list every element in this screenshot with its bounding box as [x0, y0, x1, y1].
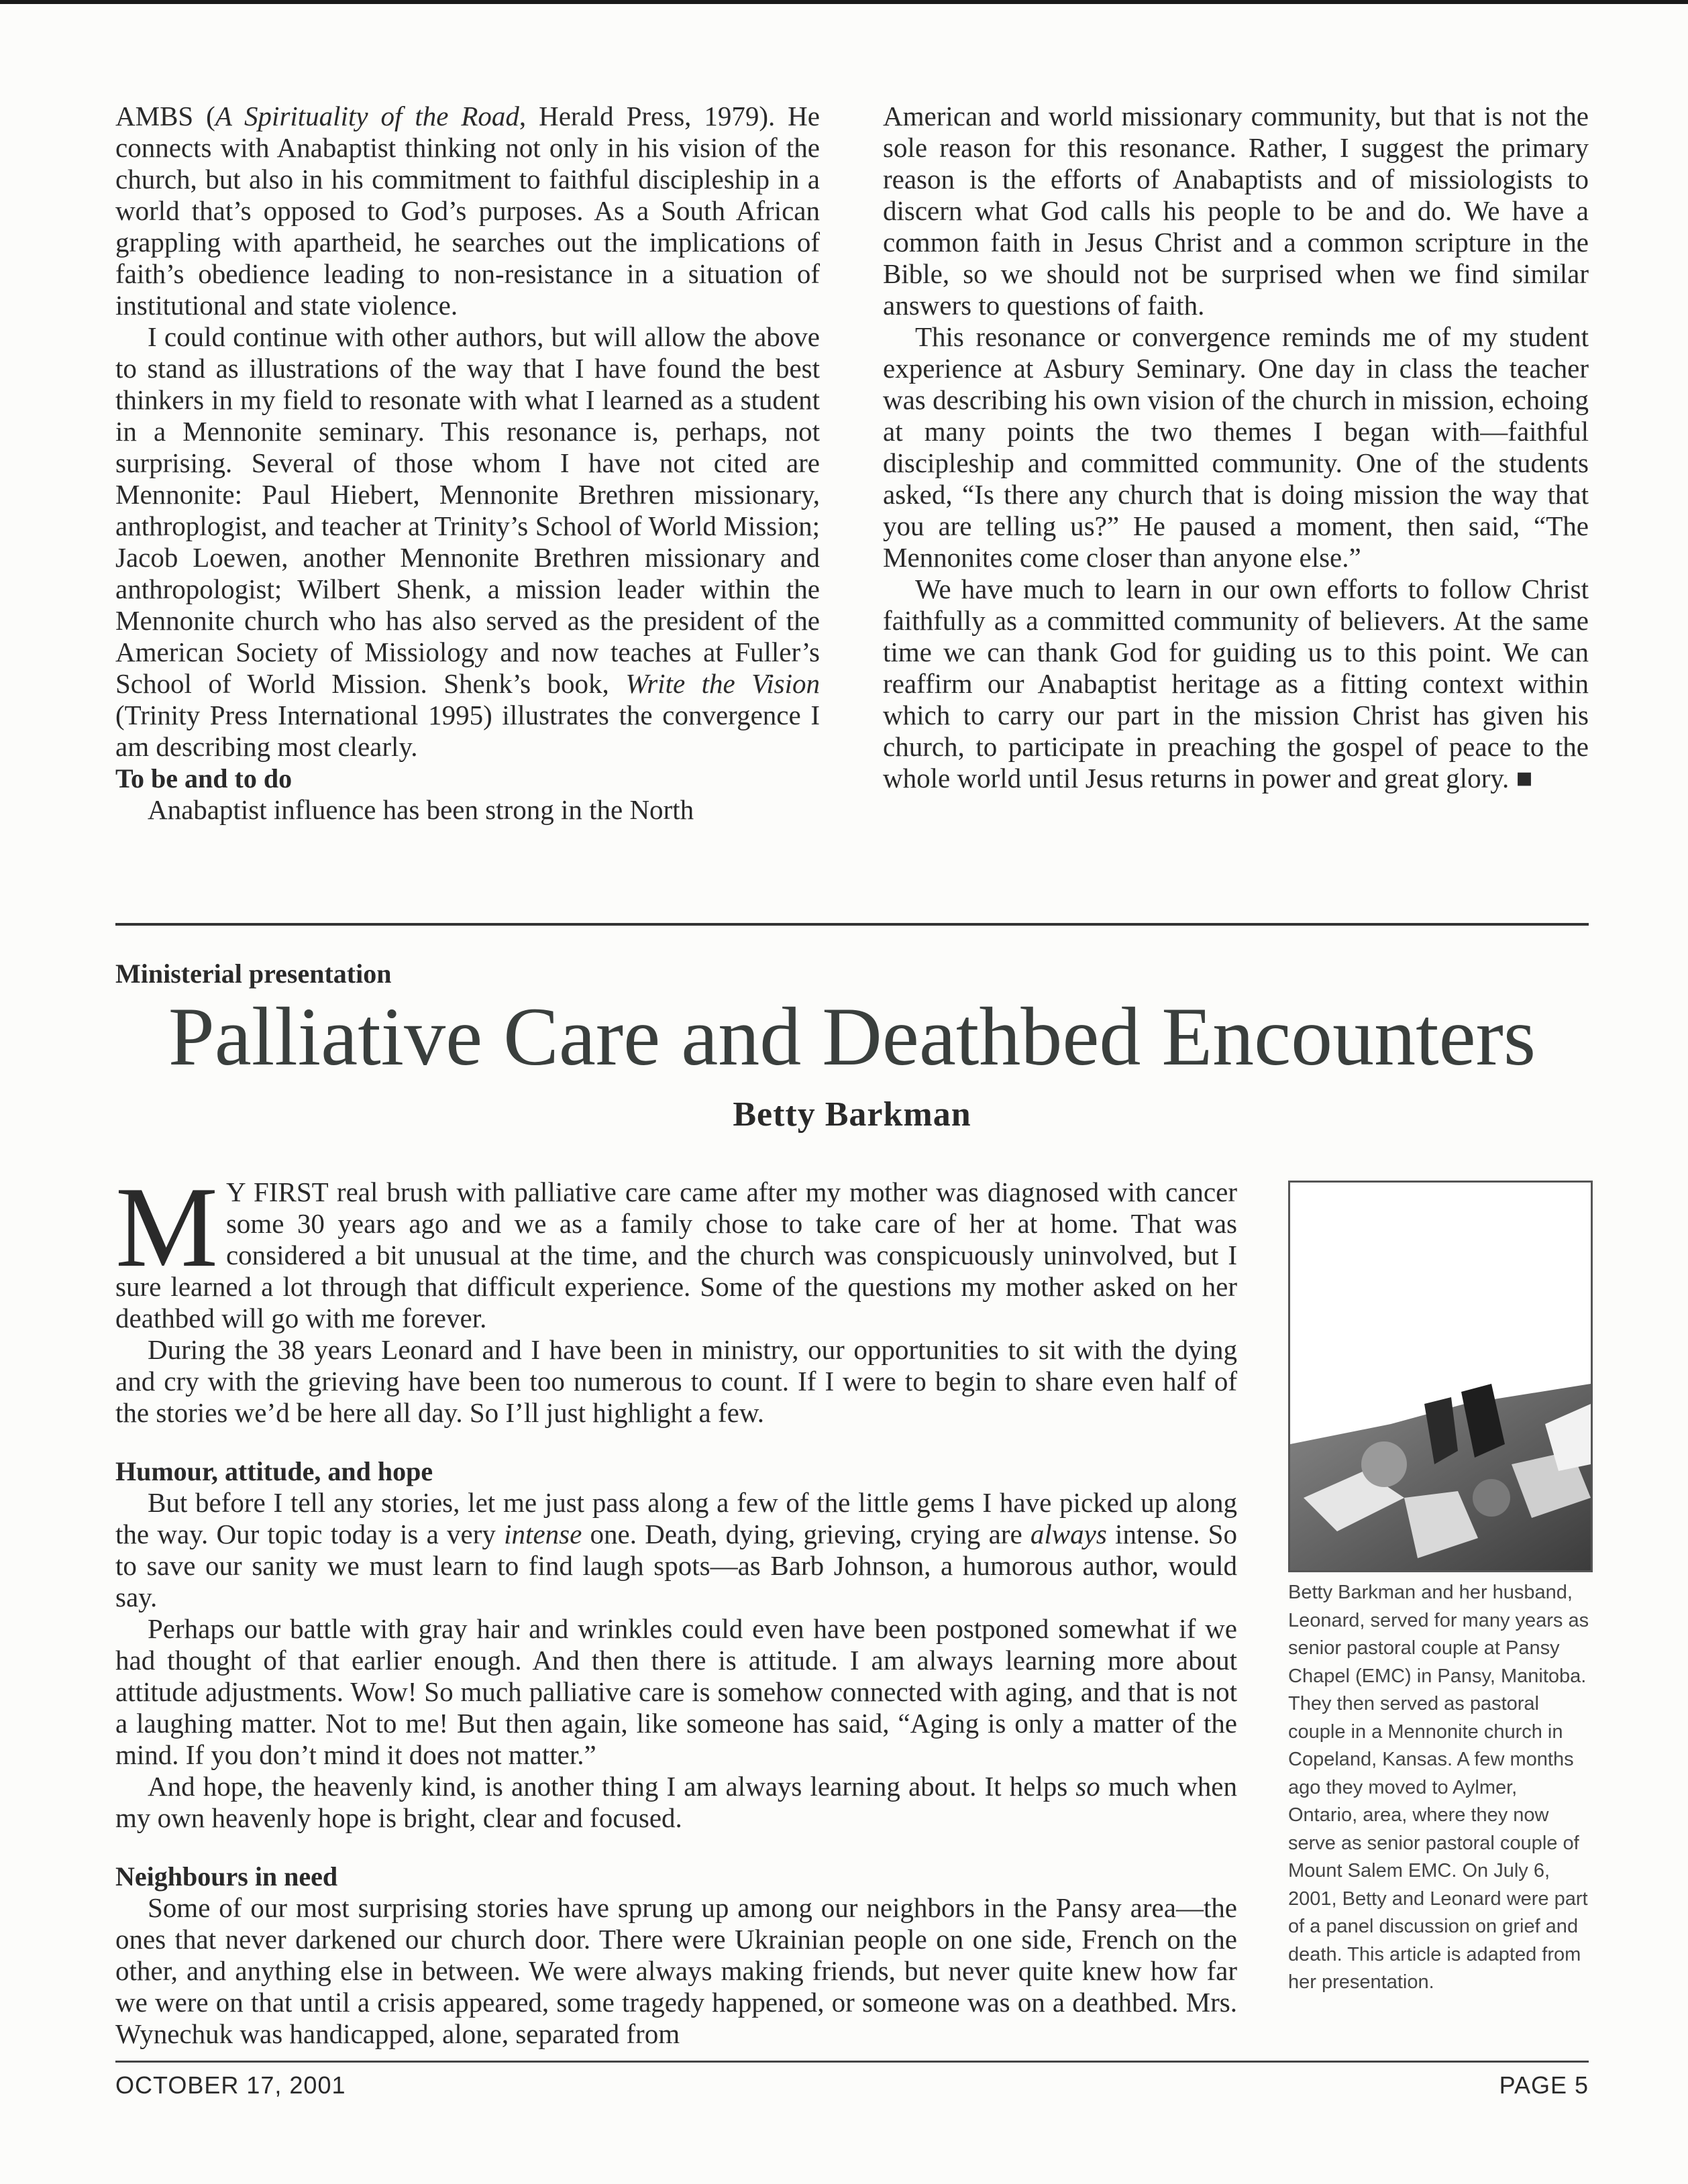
footer-page-number: PAGE 5	[1499, 2071, 1589, 2099]
section-heading: To be and to do	[115, 763, 293, 794]
continued-article-right-column	[883, 101, 1589, 794]
book-title: A Spirituality of the Road	[215, 101, 519, 131]
paragraph: M Y FIRST real brush with palliative care came after my mother was diagnosed with cancer some 30 years ago and we as a family chose to take care of her at home. That was considered a bit unusual at the time, and the church was conspicuously uninvolved, but I sure learned a lot through that difficult experience. Some of the questions my mother asked on her deathbed will go with me forever.	[115, 1164, 1237, 1333]
paragraph: But before I tell any stories, let me just pass along a few of the little gems I have picked up along the way. Our topic today is a very intense one. Death, dying, grieving, crying are always intense. So to save our sanity we must learn to find laugh spots—as Barb Johnson, a humorous author, would say.	[115, 1487, 1237, 1613]
paragraph: This resonance or convergence reminds me of my student experience at Asbury Seminary. One day in class the teacher was describing his own vision of the church in mission, echoing at many points the two themes I began with—faithful discipleship and committed community. One of the students asked, “Is there any church that is doing mission the way that you are telling us?” He paused a moment, then said, “The Mennonites come closer than anyone else.”	[883, 321, 1589, 573]
footer-date: OCTOBER 17, 2001	[115, 2071, 346, 2099]
section-divider	[115, 923, 1589, 926]
footer-rule	[115, 2061, 1589, 2063]
paragraph: We have much to learn in our own efforts to follow Christ faithfully as a committed community of believers. At the same time we can thank God for guiding us to this point. We can reaffirm our Anabaptist heritage as a fitting context within which to carry our part in the mission Christ has given his church, to participate in preaching the gospel of peace to the whole world until Jesus returns in power and great glory. ■	[883, 574, 1589, 794]
paragraph: Perhaps our battle with gray hair and wrinkles could even have been postponed somewhat if we had thought of that earlier enough. And then there is attitude. I am always learning more about attitude adjustments. Wow! So much palliative care is somehow connected with aging, and that is not a laughing matter. Not to me! But then again, like someone has said, “Aging is only a matter of the mind. If you don’t mind it does not matter.”	[115, 1613, 1237, 1770]
paragraph: During the 38 years Leonard and I have been in ministry, our opportunities to sit with the dying and cry with the grieving have been too numerous to count. If I were to begin to share even half of the stories we’d be here all day. So I’ll just highlight a few.	[115, 1334, 1237, 1428]
page-top-edge	[0, 0, 1688, 4]
drop-cap: M	[115, 1164, 218, 1291]
book-title: Write the Vision	[625, 668, 821, 699]
paragraph: AMBS (A Spirituality of the Road, Herald Press, 1979). He connects with Anabaptist thinking not only in his vision of the church, but also in his commitment to faithful discipleship in a world that’s opposed to God’s purposes. As a South African grappling with apartheid, he searches out the implications of faith’s obedience leading to non-resistance in a situation of institutional and state violence.	[115, 101, 820, 321]
section-heading: Humour, attitude, and hope	[115, 1456, 433, 1486]
paragraph: Anabaptist influence has been strong in the North	[148, 794, 694, 825]
section-heading: Neighbours in need	[115, 1861, 338, 1892]
author-photo	[1288, 1181, 1593, 1572]
paragraph: Some of our most surprising stories have sprung up among our neighbors in the Pansy area—the ones that never darkened our church door. There were Ukrainian people on one side, French on the other, and anything else in between. We were always making friends, but never quite knew how far we were on that until a crisis appeared, some tragedy happened, or someone was on a deathbed. Mrs. Wynechuk was handicapped, alone, separated from	[115, 1892, 1237, 2049]
paragraph: And hope, the heavenly kind, is another thing I am always learning about. It helps so much when my own heavenly hope is bright, clear and focused.	[115, 1771, 1237, 1833]
photo-image	[1290, 1183, 1591, 1570]
paragraph: American and world missionary community, but that is not the sole reason for this resonance. Rather, I suggest the primary reason is the efforts of Anabaptists and of missiologists to discern what God calls his people to be and do. We have a common faith in Jesus Christ and a common scripture in the Bible, so we should not be surprised when we find similar answers to questions of faith.	[883, 101, 1589, 321]
photo-caption: Betty Barkman and her husband, Leonard, served for many years as senior pastoral couple at Pansy Chapel (EMC) in Pansy, Manitoba. They then served as pastoral couple in a Mennonite church in Copeland, Kansas. A few months ago they moved to Aylmer, Ontario, area, where they now serve as senior pastoral couple of Mount Salem EMC. On July 6, 2001, Betty and Leonard were part of a panel discussion on grief and death. This article is adapted from her presentation.	[1288, 1582, 1589, 1993]
article-byline: Betty Barkman	[733, 1095, 971, 1134]
end-mark: ■	[1516, 763, 1533, 794]
continued-article-left-column	[115, 101, 820, 826]
article-kicker: Ministerial presentation	[115, 959, 392, 989]
paragraph: I could continue with other authors, but will allow the above to stand as illustrations of the way that I have found the best thinkers in my field to resonate with what I learned as a student in a Mennonite seminary. This resonance is, perhaps, not surprising. Several of those whom I have not cited are Mennonite: Paul Hiebert, Mennonite Brethren missionary, anthroplogist, and teacher at Trinity’s School of World Mission; Jacob Loewen, another Mennonite Brethren missionary and anthropologist; Wilbert Shenk, a mission leader within the Mennonite church who has also served as the president of the American Society of Missiology and now teaches at Fuller’s School of World Mission. Shenk’s book, Write the Vision (Trinity Press International 1995) illustrates the convergence I am describing most clearly.	[115, 321, 821, 762]
article-body	[115, 1164, 1237, 2050]
article-title: Palliative Care and Deathbed Encounters	[168, 991, 1536, 1083]
